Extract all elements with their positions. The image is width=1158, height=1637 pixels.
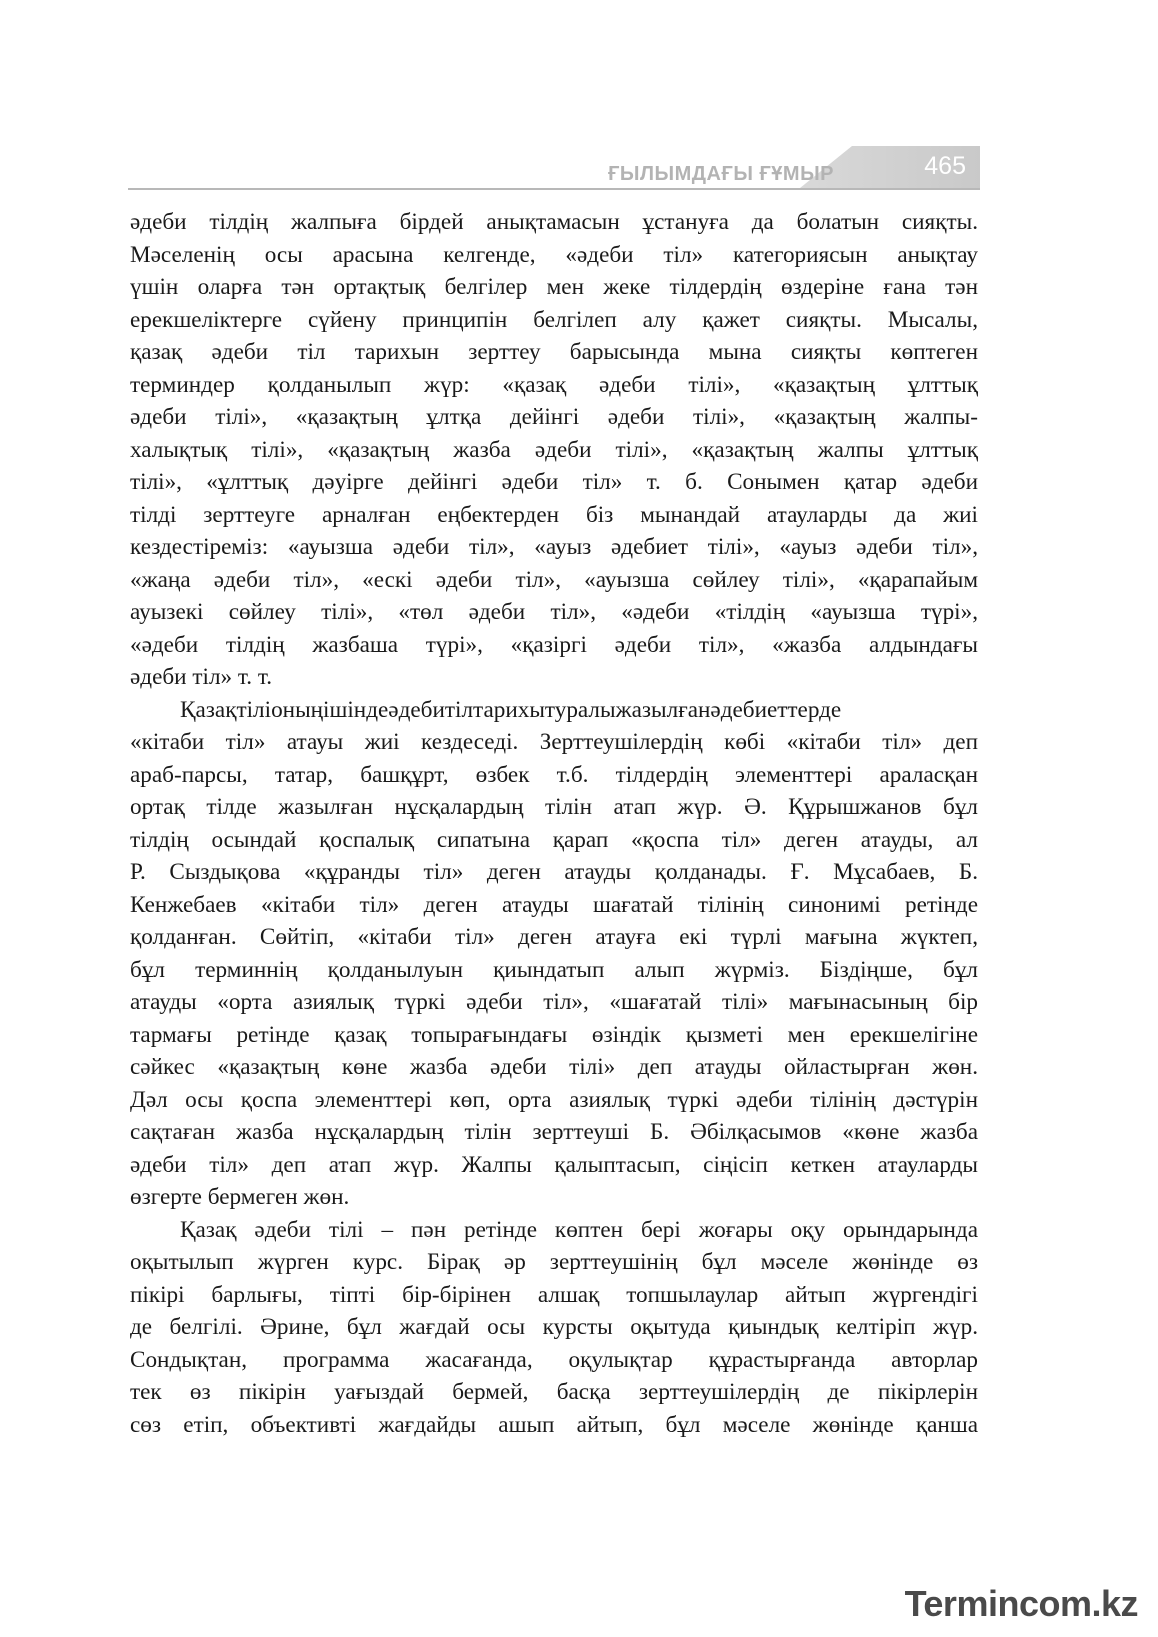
text-line: «кітаби тіл» атауы жиі кездеседі. Зерттеушілердің көбі «кітаби тіл» деп xyxy=(130,729,978,755)
text-line: оқытылып жүрген курс. Бірақ әр зерттеушінің бұл мәселе жөнінде өз xyxy=(130,1249,978,1275)
text-line: әдеби тіл» т. т. xyxy=(130,664,273,690)
running-title: ҒЫЛЫМДАҒЫ ҒҰМЫР xyxy=(608,163,834,185)
text-line: ортақ тілде жазылған нұсқалардың тілін атап жүр. Ә. Құрышжанов бұл xyxy=(130,794,978,820)
text-line: ерекшеліктерге сүйену принципін белгілеп алу қажет сияқты. Мысалы, xyxy=(130,306,978,333)
text-line: үшін оларға тән ортақтық белгілер мен жеке тілдердің өздеріне ғана тән xyxy=(130,274,978,300)
text-line: Сондықтан, программа жасағанда, оқулықтар құрастырғанда авторлар xyxy=(130,1346,978,1373)
text-line: тілі», «ұлттық дәуірге дейінгі әдеби тіл» т. б. Сонымен қатар әдеби xyxy=(130,469,978,495)
page-number: 465 xyxy=(924,152,966,180)
text-line: Дәл осы қоспа элементтері көп, орта азиялық түркі әдеби тілінің дәстүрін xyxy=(130,1086,978,1113)
text-line: араб-парсы, татар, башқұрт, өзбек т.б. тілдердің элементтері араласқан xyxy=(130,761,978,788)
watermark-logo: Termincom.kz xyxy=(904,1583,1138,1624)
text-line: қолданған. Сөйтіп, «кітаби тіл» деген атауға екі түрлі мағына жүктеп, xyxy=(130,924,978,950)
text-line: атауды «орта азиялық түркі әдеби тіл», «шағатай тілі» мағынасының бір xyxy=(130,989,978,1015)
text-line: сақтаған жазба нұсқалардың тілін зерттеуші Б. Әбілқасымов «көне жазба xyxy=(130,1119,978,1145)
text-line: Р. Сыздықова «құранды тіл» деген атауды қолданады. Ғ. Мұсабаев, Б. xyxy=(130,859,978,885)
text-line: сәйкес «қазақтың көне жазба әдеби тілі» деп атауды ойластырған жөн. xyxy=(130,1054,978,1080)
text-line: сөз етіп, объективті жағдайды ашып айтып, бұл мәселе жөнінде қанша xyxy=(130,1411,978,1438)
text-line: Қазақтіліоныңішіндеәдебитілтарихытуралыжазылғанәдебиеттерде xyxy=(180,696,842,723)
text-line: тармағы ретінде қазақ топырағындағы өзіндік қызметі мен ерекшелігіне xyxy=(130,1021,978,1048)
body-text xyxy=(130,206,978,1441)
text-line: ауызекі сөйлеу тілі», «төл әдеби тіл», «әдеби «тілдің «ауызша түрі», xyxy=(130,599,978,625)
text-line: кездестіреміз: «ауызша әдеби тіл», «ауыз әдебиет тілі», «ауыз әдеби тіл», xyxy=(130,534,978,560)
text-line: әдеби тіл» деп атап жүр. Жалпы қалыптасып, сіңісіп кеткен атауларды xyxy=(130,1151,978,1178)
text-line: пікірі барлығы, тіпті бір-бірінен алшақ топшылаулар айтып жүргендігі xyxy=(130,1281,978,1308)
page-header xyxy=(128,138,980,190)
text-line: Кенжебаев «кітаби тіл» деген атауды шағатай тілінің синонимі ретінде xyxy=(130,891,978,918)
text-line: бұл терминнің қолданылуын қиындатып алып жүрміз. Біздіңше, бұл xyxy=(130,956,978,983)
text-line: тек өз пікірін уағыздай бермей, басқа зерттеушілердің де пікірлерін xyxy=(130,1379,978,1405)
header-rule xyxy=(128,188,980,190)
text-line: Мәселенің осы арасына келгенде, «әдеби тіл» категориясын анықтау xyxy=(130,241,978,268)
text-line: терминдер қолданылып жүр: «қазақ әдеби тілі», «қазақтың ұлттық xyxy=(130,371,978,398)
text-line: «әдеби тілдің жазбаша түрі», «қазіргі әдеби тіл», «жазба алдындағы xyxy=(130,631,978,658)
text-line: әдеби тілдің жалпыға бірдей анықтамасын ұстануға да болатын сияқты. xyxy=(130,209,978,235)
text-line: өзгерте бермеген жөн. xyxy=(130,1184,350,1210)
text-line: халықтық тілі», «қазақтың жазба әдеби тілі», «қазақтың жалпы ұлттық xyxy=(130,436,978,463)
text-line: әдеби тілі», «қазақтың ұлтқа дейінгі әдеби тілі», «қазақтың жалпы- xyxy=(130,404,978,430)
text-line: де белгілі. Әрине, бұл жағдай осы курсты оқытуда қиындық келтіріп жүр. xyxy=(130,1314,978,1340)
text-line: тілдің осындай қоспалық сипатына қарап «қоспа тіл» деген атауды, ал xyxy=(130,826,978,853)
text-line: «жаңа әдеби тіл», «ескі әдеби тіл», «ауызша сөйлеу тілі», «қарапайым xyxy=(130,566,978,593)
text-line: Қазақ әдеби тілі – пән ретінде көптен бері жоғары оқу орындарында xyxy=(180,1216,978,1243)
text-line: қазақ әдеби тіл тарихын зерттеу барысында мына сияқты көптеген xyxy=(130,339,978,365)
text-line: тілді зерттеуге арналған еңбектерден біз мынандай атауларды да жиі xyxy=(130,501,978,528)
